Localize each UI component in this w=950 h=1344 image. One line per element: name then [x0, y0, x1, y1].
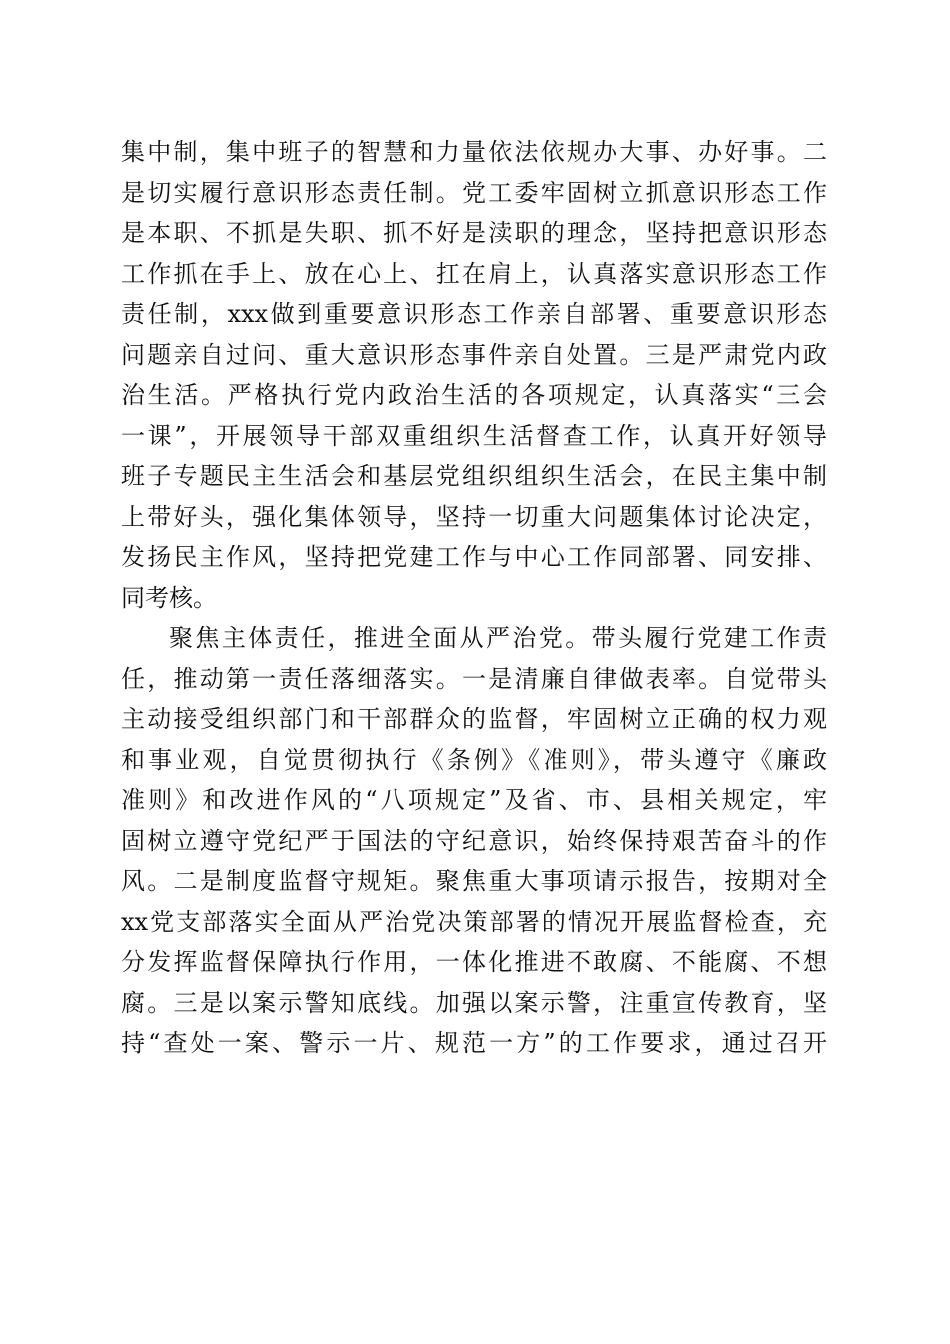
text-line: 准则》和改进作风的“八项规定”及省、市、县相关规定，牢	[121, 786, 827, 814]
text-line: 分发挥监督保障执行作用，一体化推进不敢腐、不能腐、不想	[121, 948, 827, 976]
text-line: 发扬民主作风，坚持把党建工作与中心工作同部署、同安排、	[121, 543, 827, 571]
text-line: 上带好头，强化集体领导，坚持一切重大问题集体讨论决定，	[121, 502, 827, 531]
text-line: 和事业观，自觉贯彻执行《条例》《准则》，带头遵守《廉政	[121, 745, 827, 774]
text-line: 治生活。严格执行党内政治生活的各项规定，认真落实“三会	[121, 381, 827, 409]
text-line: 持“查处一案、警示一片、规范一方”的工作要求，通过召开	[121, 1029, 827, 1057]
text-line: 固树立遵守党纪严于国法的守纪意识，始终保持艰苦奋斗的作	[121, 826, 827, 855]
text-line: 风。二是制度监督守规矩。聚焦重大事项请示报告，按期对全	[121, 867, 827, 895]
text-line: 集中制，集中班子的智慧和力量依法依规办大事、办好事。二	[121, 138, 827, 166]
text-line: 聚焦主体责任，推进全面从严治党。带头履行党建工作责	[169, 624, 827, 652]
text-line: 腐。三是以案示警知底线。加强以案示警，注重宣传教育，坚	[121, 988, 827, 1017]
text-line: 工作抓在手上、放在心上、扛在肩上，认真落实意识形态工作	[121, 259, 827, 288]
text-line: 一课”，开展领导干部双重组织生活督查工作，认真开好领导	[121, 421, 827, 450]
document-body	[121, 132, 827, 1064]
text-line: 责任制，xxx做到重要意识形态工作亲自部署、重要意识形态	[121, 300, 827, 328]
text-line: 任，推动第一责任落细落实。一是清廉自律做表率。自觉带头	[121, 664, 827, 693]
text-line: 班子专题民主生活会和基层党组织组织生活会，在民主集中制	[121, 462, 827, 490]
text-line: 主动接受组织部门和干部群众的监督，牢固树立正确的权力观	[121, 705, 827, 733]
text-line: xx党支部落实全面从严治党决策部署的情况开展监督检查，充	[121, 907, 827, 936]
text-line: 是本职、不抓是失职、抓不好是渎职的理念，坚持把意识形态	[121, 219, 827, 247]
text-line: 是切实履行意识形态责任制。党工委牢固树立抓意识形态工作	[121, 178, 827, 207]
text-line: 同考核。	[121, 583, 217, 612]
text-line: 问题亲自过问、重大意识形态事件亲自处置。三是严肃党内政	[121, 340, 827, 369]
